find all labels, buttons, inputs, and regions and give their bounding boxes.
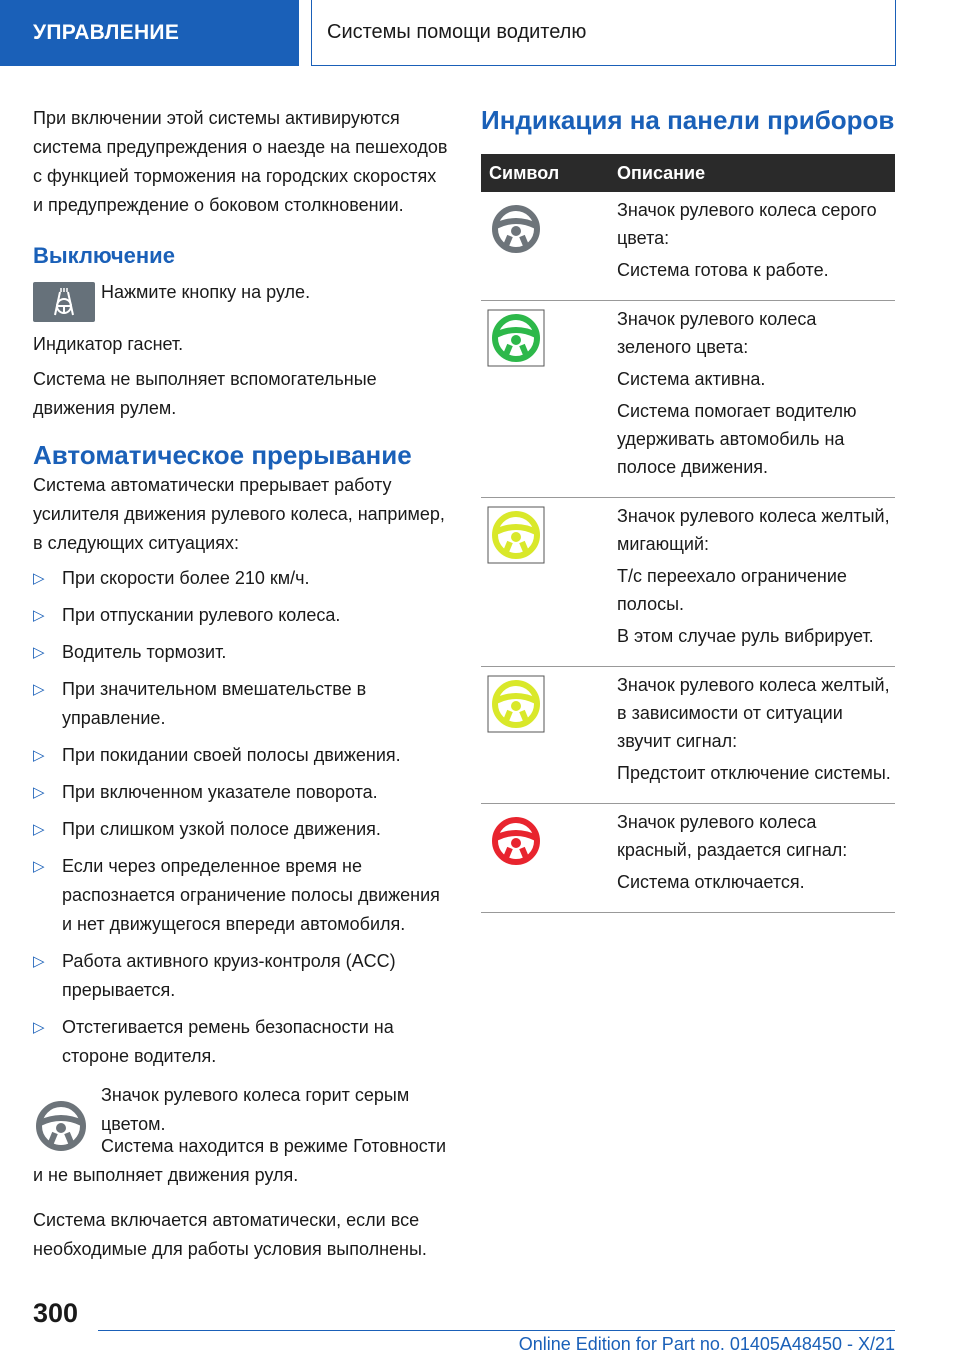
list-item: [33, 601, 449, 630]
steering-wheel-yellow-icon: [487, 506, 545, 564]
symbol-cell: [481, 192, 617, 301]
no-assist-text: Система не выполняет вспомогательные движения рулем.: [33, 369, 377, 418]
description-line: В этом случае руль вибрирует.: [617, 626, 874, 646]
auto-enable-text: Система включается автоматически, если все необходимые для работы условия выполнены.: [33, 1210, 427, 1259]
bullet-arrow-icon: ▷: [33, 784, 45, 801]
list-item-text: При включенном указателе поворота.: [62, 782, 378, 802]
description-line: Значок рулевого колеса желтый, мигающий:: [617, 506, 890, 554]
bullet-arrow-icon: ▷: [33, 953, 45, 970]
list-item-text: Работа активного круиз-контроля (ACC) прерывается.: [62, 951, 396, 1000]
table-row: [481, 498, 895, 667]
steering-wheel-gray-icon: [487, 200, 545, 258]
description-line: Система помогает водителю удерживать автомобиль на полосе движения.: [617, 401, 857, 477]
chapter-tab: [0, 0, 299, 66]
description-line: Система отключается.: [617, 872, 805, 892]
description-cell: [617, 804, 895, 913]
list-item-text: При отпускании рулевого колеса.: [62, 605, 341, 625]
interrupt-conditions-list: [33, 564, 449, 1071]
description-cell: [617, 498, 895, 667]
list-item: [33, 947, 449, 1005]
bullet-arrow-icon: ▷: [33, 607, 45, 624]
bullet-arrow-icon: ▷: [33, 1019, 45, 1036]
list-item: [33, 815, 449, 844]
switch-off-heading: Выключение: [33, 243, 175, 268]
description-cell: [617, 667, 895, 804]
steering-assist-button-icon: [33, 282, 95, 322]
symbol-cell: [481, 301, 617, 498]
gray-wheel-line1: Значок рулевого колеса горит серым цветом.: [101, 1085, 410, 1134]
table-row: [481, 667, 895, 804]
right-column: [481, 104, 895, 913]
bullet-arrow-icon: ▷: [33, 747, 45, 764]
list-item-text: При слишком узкой полосе движения.: [62, 819, 381, 839]
left-column: [33, 104, 449, 1264]
list-item-text: При значительном вмешательстве в управление.: [62, 679, 367, 728]
list-item-text: Водитель тормозит.: [62, 642, 227, 662]
list-item: [33, 741, 449, 770]
steering-wheel-green-icon: [487, 309, 545, 367]
page-number: 300: [33, 1298, 79, 1328]
description-line: Значок рулевого колеса желтый, в зависимости от ситуации звучит сигнал:: [617, 675, 890, 751]
list-item-text: Если через определенное время не распознается ограничение полосы движения и нет движущегося впереди автомобиля.: [62, 856, 440, 934]
steering-wheel-gray-icon: [33, 1093, 97, 1157]
gray-wheel-text: [101, 1081, 449, 1139]
description-cell: [617, 192, 895, 301]
description-column-header: Описание: [617, 154, 895, 192]
switch-off-text: Нажмите кнопку на руле.: [101, 282, 311, 302]
symbol-cell: [481, 804, 617, 913]
list-item-text: Отстегивается ремень безопасности на стороне водителя.: [62, 1017, 394, 1066]
list-item: [33, 1013, 449, 1071]
steering-wheel-red-icon: [487, 812, 545, 870]
footer-divider: [98, 1330, 895, 1331]
table-row: [481, 301, 895, 498]
description-line: Система готова к работе.: [617, 260, 829, 280]
list-item: [33, 852, 449, 939]
bullet-arrow-icon: ▷: [33, 681, 45, 698]
auto-interrupt-intro: Система автоматически прерывает работу усилителя движения рулевого колеса, например, в следующих ситуациях:: [33, 475, 445, 553]
steering-wheel-yellow-icon: [487, 675, 545, 733]
bullet-arrow-icon: ▷: [33, 821, 45, 838]
symbol-cell: [481, 667, 617, 804]
list-item-text: При покидании своей полосы движения.: [62, 745, 401, 765]
bullet-arrow-icon: ▷: [33, 644, 45, 661]
topic-header: [311, 0, 896, 66]
instrument-cluster-heading: Индикация на панели приборов: [481, 105, 895, 135]
intro-paragraph: При включении этой системы активируются система предупреждения о наезде на пешеходов с функцией торможения на городских скоростях и предупреждение о боковом столкновении.: [33, 108, 448, 215]
topic-title: Системы помощи водителю: [327, 21, 587, 43]
table-row: [481, 804, 895, 913]
description-line: Значок рулевого колеса зеленого цвета:: [617, 309, 817, 357]
table-header-row: [481, 154, 895, 192]
symbol-column-header: Символ: [481, 154, 617, 192]
table-row: [481, 192, 895, 301]
list-item: [33, 778, 449, 807]
list-item: [33, 638, 449, 667]
list-item: [33, 564, 449, 593]
symbol-cell: [481, 498, 617, 667]
description-line: Система активна.: [617, 369, 766, 389]
bullet-arrow-icon: ▷: [33, 570, 45, 587]
indicator-off-text: Индикатор гаснет.: [33, 334, 184, 354]
gray-wheel-line2: Система находится в режиме Готовности и не выполняет движения руля.: [33, 1136, 447, 1185]
chapter-title: УПРАВЛЕНИЕ: [33, 21, 180, 44]
list-item-text: При скорости более 210 км/ч.: [62, 568, 310, 588]
edition-footer: Online Edition for Part no. 01405A48450 - X/21: [518, 1334, 895, 1354]
description-line: Значок рулевого колеса серого цвета:: [617, 200, 877, 248]
description-line: Предстоит отключение системы.: [617, 763, 891, 783]
list-item: [33, 675, 449, 733]
switch-off-instruction: [33, 282, 449, 322]
description-line: Т/с переехало ограничение полосы.: [617, 566, 847, 614]
auto-interrupt-heading: Автоматическое прерывание: [33, 440, 412, 470]
description-line: Значок рулевого колеса красный, раздается сигнал:: [617, 812, 848, 860]
indicator-table: [481, 154, 895, 913]
description-cell: [617, 301, 895, 498]
bullet-arrow-icon: ▷: [33, 858, 45, 875]
